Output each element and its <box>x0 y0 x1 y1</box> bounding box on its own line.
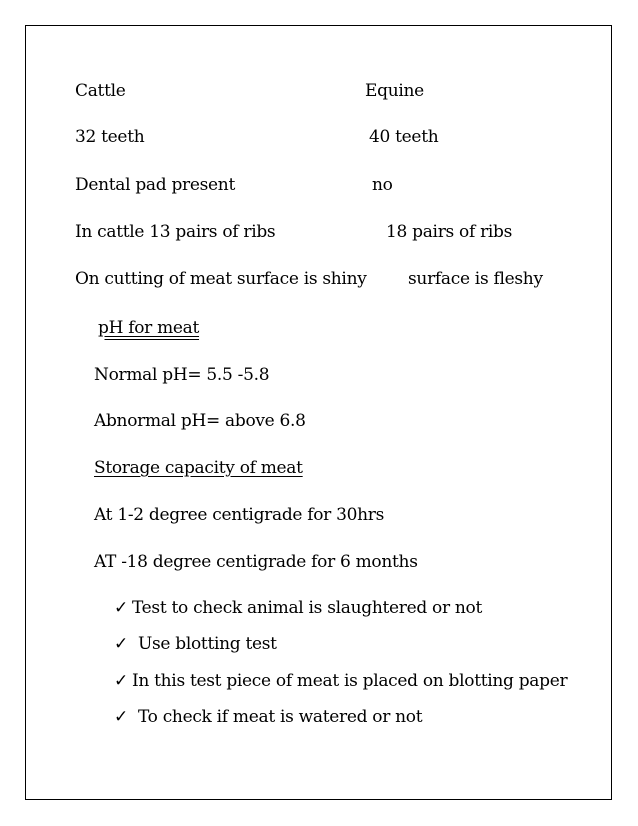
ph-abnormal: Abnormal pH= above 6.8 <box>94 411 306 431</box>
row-teeth-equine: 40 teeth <box>369 127 439 147</box>
row-dental-pad-equine: no <box>372 175 393 195</box>
checklist-item-text: Use blotting test <box>137 634 277 654</box>
row-surface-equine: surface is fleshy <box>408 269 543 289</box>
row-teeth-cattle: 32 teeth <box>75 127 145 147</box>
storage-line-1: At 1-2 degree centigrade for 30hrs <box>94 505 385 525</box>
checklist-item <box>114 670 567 692</box>
header-equine: Equine <box>365 81 424 101</box>
checklist-item <box>114 706 422 728</box>
checklist-item <box>114 633 277 655</box>
row-surface-cattle: On cutting of meat surface is shiny <box>75 269 367 289</box>
ph-normal: Normal pH= 5.5 -5.8 <box>94 365 270 385</box>
row-dental-pad-cattle: Dental pad present <box>75 175 235 195</box>
ph-heading: pH for meat <box>98 318 200 338</box>
checklist-item-text: To check if meat is watered or not <box>137 707 423 727</box>
storage-line-2: AT -18 degree centigrade for 6 months <box>94 552 418 572</box>
checkmark-icon: ✓ <box>114 634 128 654</box>
checkmark-icon: ✓ <box>114 598 128 618</box>
checklist-item-text: Test to check animal is slaughtered or not <box>131 598 483 618</box>
checklist-item <box>114 597 482 619</box>
header-cattle: Cattle <box>75 81 126 101</box>
row-ribs-equine: 18 pairs of ribs <box>386 222 513 242</box>
checkmark-icon: ✓ <box>114 707 128 727</box>
row-ribs-cattle: In cattle 13 pairs of ribs <box>75 222 276 242</box>
storage-heading: Storage capacity of meat <box>94 458 303 478</box>
checkmark-icon: ✓ <box>114 671 128 691</box>
checklist-item-text: In this test piece of meat is placed on blotting paper <box>131 671 568 691</box>
